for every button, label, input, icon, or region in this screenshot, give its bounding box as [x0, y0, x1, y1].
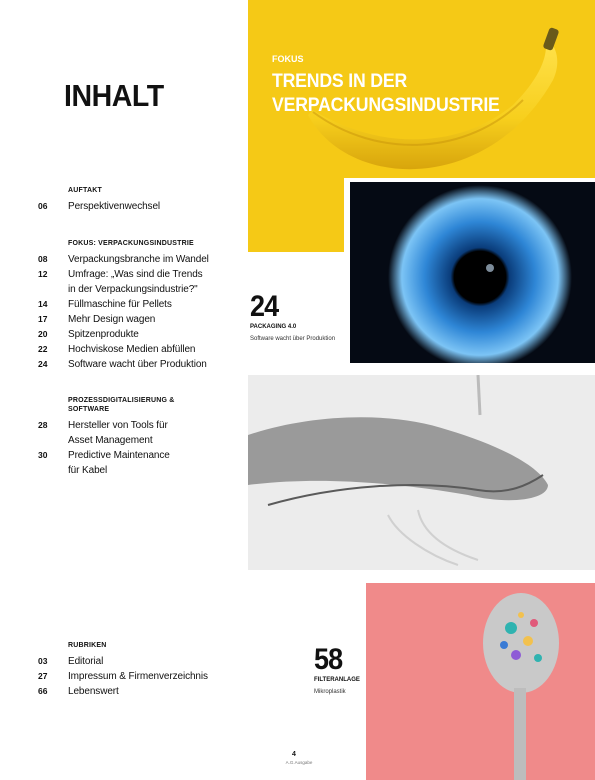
teaser-kicker: FILTERANLAGE — [314, 677, 360, 683]
section-heading: AUFTAKT — [68, 187, 102, 194]
page-number: 28 — [38, 420, 48, 430]
hands-icon — [248, 375, 595, 570]
teaser-subtitle: Software wacht über Produktion — [250, 336, 336, 342]
toc-entry[interactable] — [38, 684, 248, 699]
entry-title: Software wacht über Produktion — [68, 359, 207, 370]
entry-title: Lebenswert — [68, 686, 119, 697]
page-number: 24 — [38, 359, 48, 369]
entry-title: Impressum & Firmenverzeichnis — [68, 671, 208, 682]
toc-section-prozessdigitalisierung — [38, 396, 248, 478]
entry-title: Füllmaschine für Pellets — [68, 299, 172, 310]
teaser-subtitle: Mikroplastik — [314, 689, 346, 695]
toc-entry[interactable] — [38, 327, 248, 342]
entry-title-continued: für Kabel — [68, 465, 108, 476]
toc-entry[interactable] — [38, 654, 248, 669]
entry-title: Umfrage: „Was sind die Trends — [68, 269, 203, 280]
toc-entry[interactable] — [38, 267, 248, 297]
page-number: 12 — [38, 269, 48, 279]
toc-entry[interactable] — [38, 297, 248, 312]
entry-title-continued: Asset Management — [68, 435, 153, 446]
hands-water-image[interactable] — [248, 375, 595, 570]
entry-title: Predictive Maintenance — [68, 450, 170, 461]
toc-entry[interactable] — [38, 199, 248, 214]
toc-entry[interactable] — [38, 448, 248, 478]
teaser-number[interactable]: 58 — [314, 643, 343, 676]
toc-entry[interactable] — [38, 312, 248, 327]
eye-image[interactable] — [344, 178, 595, 363]
entry-title: Verpackungsbranche im Wandel — [68, 254, 209, 265]
page-number: 08 — [38, 254, 48, 264]
feature-kicker: FOKUS — [272, 54, 304, 64]
page-number: 66 — [38, 686, 48, 696]
feature-title[interactable]: TRENDS IN DER VERPACKUNGSINDUSTRIE — [272, 71, 500, 116]
footer-text: A.G.Ausgabe — [285, 760, 313, 765]
toc-section-rubriken — [38, 641, 248, 699]
section-heading: PROZESSDIGITALISIERUNG & — [68, 397, 175, 404]
section-heading: FOKUS: VERPACKUNGSINDUSTRIE — [68, 240, 194, 247]
page-number: 27 — [38, 671, 48, 681]
entry-title: Spitzenprodukte — [68, 329, 139, 340]
entry-title: Mehr Design wagen — [68, 314, 156, 325]
entry-title: Hochviskose Medien abfüllen — [68, 344, 196, 355]
page-title: INHALT — [64, 78, 164, 113]
toc-section-fokus — [38, 239, 248, 372]
toc-entry[interactable] — [38, 357, 248, 372]
toc-section-auftakt — [38, 186, 248, 214]
microplastic-spoon-image[interactable] — [366, 583, 595, 780]
entry-title: Hersteller von Tools für — [68, 420, 168, 431]
spoon-icon — [366, 583, 595, 780]
entry-title: Perspektivenwechsel — [68, 201, 161, 212]
page-number: 20 — [38, 329, 48, 339]
section-heading-continued: SOFTWARE — [68, 406, 110, 413]
page-number: 06 — [38, 201, 48, 211]
page-number: 30 — [38, 450, 48, 460]
page-number-footer: 4 — [292, 751, 296, 758]
toc-entry[interactable] — [38, 669, 248, 684]
section-heading: RUBRIKEN — [68, 642, 107, 649]
page-number: 03 — [38, 656, 48, 666]
toc-entry[interactable] — [38, 342, 248, 357]
entry-title: Editorial — [68, 656, 104, 667]
teaser-kicker: PACKAGING 4.0 — [250, 324, 297, 330]
eye-icon — [350, 182, 595, 363]
teaser-number[interactable]: 24 — [250, 290, 279, 323]
toc-entry[interactable] — [38, 418, 248, 448]
page-number: 14 — [38, 299, 48, 309]
page-number: 17 — [38, 314, 48, 324]
entry-title-continued: in der Verpackungsindustrie?" — [68, 284, 198, 295]
toc-entry[interactable] — [38, 252, 248, 267]
page-number: 22 — [38, 344, 48, 354]
